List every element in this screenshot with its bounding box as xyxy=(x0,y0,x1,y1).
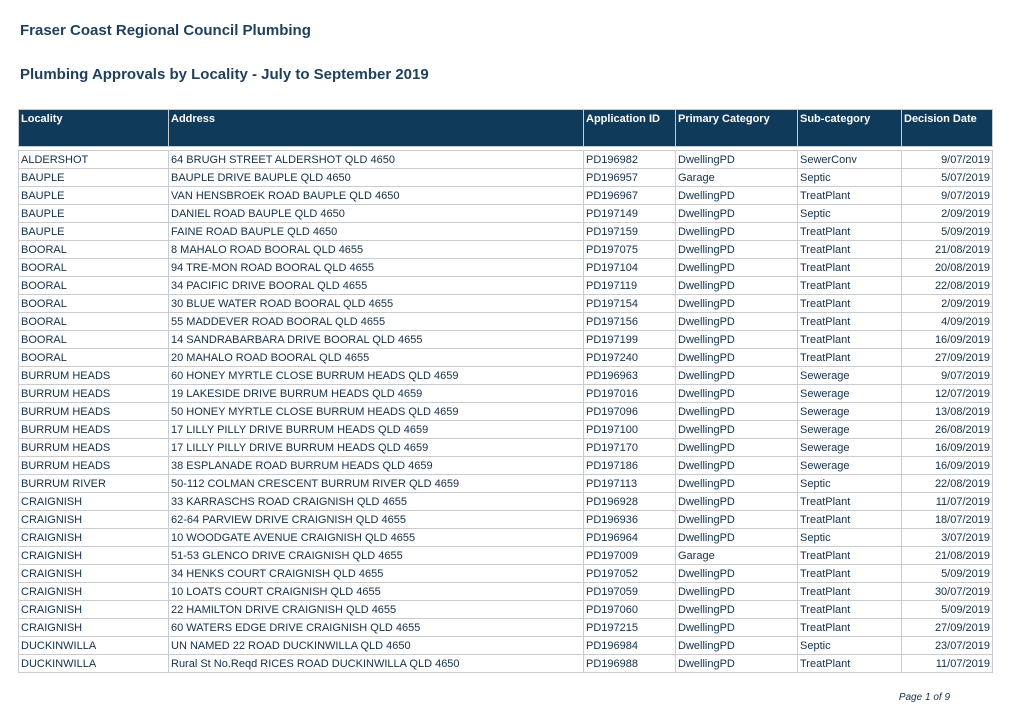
cell-decision-date: 12/07/2019 xyxy=(902,385,993,403)
table-row xyxy=(19,151,993,169)
cell-locality: BAUPLE xyxy=(19,187,169,205)
cell-address: 34 HENKS COURT CRAIGNISH QLD 4655 xyxy=(169,565,584,583)
cell-decision-date: 26/08/2019 xyxy=(902,421,993,439)
table-row xyxy=(19,475,993,493)
cell-address: 50 HONEY MYRTLE CLOSE BURRUM HEADS QLD 4659 xyxy=(169,403,584,421)
cell-sub-category: TreatPlant xyxy=(798,313,902,331)
cell-sub-category: TreatPlant xyxy=(798,619,902,637)
cell-locality: BURRUM HEADS xyxy=(19,421,169,439)
cell-locality: BAUPLE xyxy=(19,169,169,187)
cell-primary-category: DwellingPD xyxy=(676,529,798,547)
cell-address: 17 LILLY PILLY DRIVE BURRUM HEADS QLD 4659 xyxy=(169,421,584,439)
cell-decision-date: 2/09/2019 xyxy=(902,205,993,223)
page-label: Page xyxy=(898,692,923,703)
column-header-address: Address xyxy=(169,110,584,147)
cell-decision-date: 27/09/2019 xyxy=(902,619,993,637)
cell-sub-category: TreatPlant xyxy=(798,565,902,583)
table-header-row xyxy=(19,110,993,147)
table-row xyxy=(19,385,993,403)
cell-locality: BAUPLE xyxy=(19,205,169,223)
cell-locality: DUCKINWILLA xyxy=(19,637,169,655)
cell-sub-category: Sewerage xyxy=(798,403,902,421)
cell-address: 34 PACIFIC DRIVE BOORAL QLD 4655 xyxy=(169,277,584,295)
table-row xyxy=(19,295,993,313)
cell-primary-category: DwellingPD xyxy=(676,187,798,205)
cell-application-id: PD197149 xyxy=(584,205,676,223)
cell-sub-category: Septic xyxy=(798,169,902,187)
cell-sub-category: TreatPlant xyxy=(798,259,902,277)
cell-locality: CRAIGNISH xyxy=(19,601,169,619)
cell-primary-category: DwellingPD xyxy=(676,637,798,655)
cell-primary-category: DwellingPD xyxy=(676,367,798,385)
cell-application-id: PD197156 xyxy=(584,313,676,331)
cell-application-id: PD197075 xyxy=(584,241,676,259)
column-header-locality: Locality xyxy=(19,110,169,147)
table-row xyxy=(19,565,993,583)
cell-application-id: PD197060 xyxy=(584,601,676,619)
table-row xyxy=(19,493,993,511)
cell-address: 60 HONEY MYRTLE CLOSE BURRUM HEADS QLD 4659 xyxy=(169,367,584,385)
cell-sub-category: Septic xyxy=(798,475,902,493)
table-row xyxy=(19,439,993,457)
cell-locality: CRAIGNISH xyxy=(19,583,169,601)
table-row xyxy=(19,547,993,565)
cell-application-id: PD197009 xyxy=(584,547,676,565)
cell-application-id: PD196963 xyxy=(584,367,676,385)
cell-primary-category: DwellingPD xyxy=(676,241,798,259)
table-row xyxy=(19,277,993,295)
cell-address: 38 ESPLANADE ROAD BURRUM HEADS QLD 4659 xyxy=(169,457,584,475)
cell-locality: BOORAL xyxy=(19,259,169,277)
page-title: Fraser Coast Regional Council Plumbing xyxy=(20,22,311,39)
cell-address: BAUPLE DRIVE BAUPLE QLD 4650 xyxy=(169,169,584,187)
cell-application-id: PD197096 xyxy=(584,403,676,421)
cell-sub-category: TreatPlant xyxy=(798,331,902,349)
cell-sub-category: Sewerage xyxy=(798,457,902,475)
cell-application-id: PD196928 xyxy=(584,493,676,511)
cell-sub-category: Septic xyxy=(798,205,902,223)
cell-address: 10 LOATS COURT CRAIGNISH QLD 4655 xyxy=(169,583,584,601)
cell-primary-category: DwellingPD xyxy=(676,205,798,223)
cell-decision-date: 16/09/2019 xyxy=(902,457,993,475)
table-row xyxy=(19,583,993,601)
cell-address: 51-53 GLENCO DRIVE CRAIGNISH QLD 4655 xyxy=(169,547,584,565)
cell-application-id: PD196982 xyxy=(584,151,676,169)
cell-decision-date: 21/08/2019 xyxy=(902,547,993,565)
cell-locality: BURRUM HEADS xyxy=(19,367,169,385)
table-row xyxy=(19,169,993,187)
cell-decision-date: 3/07/2019 xyxy=(902,529,993,547)
cell-address: 14 SANDRABARBARA DRIVE BOORAL QLD 4655 xyxy=(169,331,584,349)
cell-address: 10 WOODGATE AVENUE CRAIGNISH QLD 4655 xyxy=(169,529,584,547)
cell-locality: BURRUM HEADS xyxy=(19,439,169,457)
cell-locality: BOORAL xyxy=(19,313,169,331)
cell-sub-category: Sewerage xyxy=(798,385,902,403)
cell-application-id: PD197113 xyxy=(584,475,676,493)
cell-primary-category: DwellingPD xyxy=(676,313,798,331)
cell-primary-category: DwellingPD xyxy=(676,619,798,637)
cell-decision-date: 23/07/2019 xyxy=(902,637,993,655)
cell-primary-category: DwellingPD xyxy=(676,583,798,601)
cell-address: 94 TRE-MON ROAD BOORAL QLD 4655 xyxy=(169,259,584,277)
cell-sub-category: TreatPlant xyxy=(798,655,902,673)
cell-primary-category: DwellingPD xyxy=(676,457,798,475)
cell-locality: BOORAL xyxy=(19,277,169,295)
cell-address: 50-112 COLMAN CRESCENT BURRUM RIVER QLD 4659 xyxy=(169,475,584,493)
table-row xyxy=(19,619,993,637)
table-row xyxy=(19,601,993,619)
cell-application-id: PD196984 xyxy=(584,637,676,655)
cell-address: 55 MADDEVER ROAD BOORAL QLD 4655 xyxy=(169,313,584,331)
cell-application-id: PD197199 xyxy=(584,331,676,349)
cell-primary-category: DwellingPD xyxy=(676,295,798,313)
cell-locality: CRAIGNISH xyxy=(19,493,169,511)
cell-decision-date: 16/09/2019 xyxy=(902,439,993,457)
cell-decision-date: 4/09/2019 xyxy=(902,313,993,331)
cell-sub-category: TreatPlant xyxy=(798,601,902,619)
table-body xyxy=(19,147,993,673)
cell-address: 60 WATERS EDGE DRIVE CRAIGNISH QLD 4655 xyxy=(169,619,584,637)
cell-locality: BOORAL xyxy=(19,349,169,367)
cell-application-id: PD196957 xyxy=(584,169,676,187)
table-row xyxy=(19,241,993,259)
table-row xyxy=(19,349,993,367)
table-row xyxy=(19,331,993,349)
cell-decision-date: 16/09/2019 xyxy=(902,331,993,349)
cell-locality: CRAIGNISH xyxy=(19,619,169,637)
cell-application-id: PD197186 xyxy=(584,457,676,475)
cell-locality: CRAIGNISH xyxy=(19,511,169,529)
cell-sub-category: TreatPlant xyxy=(798,583,902,601)
cell-application-id: PD197170 xyxy=(584,439,676,457)
cell-decision-date: 27/09/2019 xyxy=(902,349,993,367)
cell-decision-date: 11/07/2019 xyxy=(902,493,993,511)
cell-address: 8 MAHALO ROAD BOORAL QLD 4655 xyxy=(169,241,584,259)
cell-application-id: PD197159 xyxy=(584,223,676,241)
cell-locality: BURRUM HEADS xyxy=(19,457,169,475)
cell-application-id: PD196967 xyxy=(584,187,676,205)
cell-locality: DUCKINWILLA xyxy=(19,655,169,673)
cell-address: VAN HENSBROEK ROAD BAUPLE QLD 4650 xyxy=(169,187,584,205)
cell-primary-category: DwellingPD xyxy=(676,511,798,529)
table-row xyxy=(19,511,993,529)
cell-application-id: PD197154 xyxy=(584,295,676,313)
cell-address: 17 LILLY PILLY DRIVE BURRUM HEADS QLD 4659 xyxy=(169,439,584,457)
cell-primary-category: DwellingPD xyxy=(676,403,798,421)
cell-sub-category: Sewerage xyxy=(798,421,902,439)
cell-locality: BOORAL xyxy=(19,295,169,313)
cell-primary-category: DwellingPD xyxy=(676,565,798,583)
cell-sub-category: TreatPlant xyxy=(798,277,902,295)
cell-application-id: PD197016 xyxy=(584,385,676,403)
cell-decision-date: 5/09/2019 xyxy=(902,223,993,241)
cell-sub-category: Septic xyxy=(798,637,902,655)
cell-primary-category: DwellingPD xyxy=(676,151,798,169)
cell-decision-date: 5/09/2019 xyxy=(902,601,993,619)
cell-decision-date: 9/07/2019 xyxy=(902,151,993,169)
cell-decision-date: 11/07/2019 xyxy=(902,655,993,673)
table-row xyxy=(19,313,993,331)
report-subtitle: Plumbing Approvals by Locality - July to September 2019 xyxy=(20,66,429,83)
cell-address: DANIEL ROAD BAUPLE QLD 4650 xyxy=(169,205,584,223)
table-row xyxy=(19,223,993,241)
cell-sub-category: TreatPlant xyxy=(798,295,902,313)
cell-sub-category: TreatPlant xyxy=(798,511,902,529)
cell-application-id: PD196936 xyxy=(584,511,676,529)
cell-primary-category: DwellingPD xyxy=(676,475,798,493)
cell-primary-category: DwellingPD xyxy=(676,421,798,439)
cell-decision-date: 21/08/2019 xyxy=(902,241,993,259)
cell-decision-date: 22/08/2019 xyxy=(902,277,993,295)
cell-address: 62-64 PARVIEW DRIVE CRAIGNISH QLD 4655 xyxy=(169,511,584,529)
cell-locality: BURRUM HEADS xyxy=(19,403,169,421)
cell-locality: BURRUM HEADS xyxy=(19,385,169,403)
table-row xyxy=(19,205,993,223)
cell-primary-category: DwellingPD xyxy=(676,277,798,295)
cell-primary-category: DwellingPD xyxy=(676,655,798,673)
cell-sub-category: TreatPlant xyxy=(798,187,902,205)
table-row xyxy=(19,187,993,205)
approvals-table xyxy=(18,109,993,673)
cell-decision-date: 5/07/2019 xyxy=(902,169,993,187)
cell-primary-category: Garage xyxy=(676,547,798,565)
cell-locality: BOORAL xyxy=(19,241,169,259)
column-header-primary-category: Primary Category xyxy=(676,110,798,147)
cell-sub-category: TreatPlant xyxy=(798,223,902,241)
cell-address: Rural St No.Reqd RICES ROAD DUCKINWILLA QLD 4650 xyxy=(169,655,584,673)
page-footer xyxy=(899,692,950,703)
cell-primary-category: DwellingPD xyxy=(676,349,798,367)
cell-primary-category: Garage xyxy=(676,169,798,187)
cell-sub-category: TreatPlant xyxy=(798,493,902,511)
of-label: of xyxy=(933,692,942,703)
cell-locality: BAUPLE xyxy=(19,223,169,241)
cell-locality: CRAIGNISH xyxy=(19,529,169,547)
cell-primary-category: DwellingPD xyxy=(676,331,798,349)
table-row xyxy=(19,529,993,547)
cell-decision-date: 22/08/2019 xyxy=(902,475,993,493)
table-row xyxy=(19,655,993,673)
cell-primary-category: DwellingPD xyxy=(676,223,798,241)
table-row xyxy=(19,457,993,475)
page-number: 1 xyxy=(924,692,931,703)
cell-locality: BURRUM RIVER xyxy=(19,475,169,493)
cell-sub-category: TreatPlant xyxy=(798,547,902,565)
cell-application-id: PD197059 xyxy=(584,583,676,601)
cell-primary-category: DwellingPD xyxy=(676,601,798,619)
cell-application-id: PD196964 xyxy=(584,529,676,547)
cell-decision-date: 9/07/2019 xyxy=(902,367,993,385)
cell-decision-date: 5/09/2019 xyxy=(902,565,993,583)
cell-sub-category: Septic xyxy=(798,529,902,547)
cell-locality: ALDERSHOT xyxy=(19,151,169,169)
cell-locality: CRAIGNISH xyxy=(19,565,169,583)
column-header-application-id: Application ID xyxy=(584,110,676,147)
cell-sub-category: SewerConv xyxy=(798,151,902,169)
table-row xyxy=(19,259,993,277)
cell-primary-category: DwellingPD xyxy=(676,439,798,457)
table-row xyxy=(19,637,993,655)
cell-decision-date: 20/08/2019 xyxy=(902,259,993,277)
cell-address: 30 BLUE WATER ROAD BOORAL QLD 4655 xyxy=(169,295,584,313)
cell-locality: CRAIGNISH xyxy=(19,547,169,565)
cell-primary-category: DwellingPD xyxy=(676,493,798,511)
cell-address: 33 KARRASCHS ROAD CRAIGNISH QLD 4655 xyxy=(169,493,584,511)
cell-application-id: PD197119 xyxy=(584,277,676,295)
cell-decision-date: 9/07/2019 xyxy=(902,187,993,205)
cell-address: 19 LAKESIDE DRIVE BURRUM HEADS QLD 4659 xyxy=(169,385,584,403)
column-header-decision-date: Decision Date xyxy=(902,110,993,147)
cell-sub-category: Sewerage xyxy=(798,367,902,385)
cell-sub-category: Sewerage xyxy=(798,439,902,457)
cell-sub-category: TreatPlant xyxy=(798,349,902,367)
cell-sub-category: TreatPlant xyxy=(798,241,902,259)
cell-address: 20 MAHALO ROAD BOORAL QLD 4655 xyxy=(169,349,584,367)
cell-decision-date: 2/09/2019 xyxy=(902,295,993,313)
cell-application-id: PD197052 xyxy=(584,565,676,583)
cell-decision-date: 18/07/2019 xyxy=(902,511,993,529)
column-header-sub-category: Sub-category xyxy=(798,110,902,147)
cell-address: UN NAMED 22 ROAD DUCKINWILLA QLD 4650 xyxy=(169,637,584,655)
cell-primary-category: DwellingPD xyxy=(676,259,798,277)
cell-primary-category: DwellingPD xyxy=(676,385,798,403)
cell-application-id: PD197240 xyxy=(584,349,676,367)
cell-address: FAINE ROAD BAUPLE QLD 4650 xyxy=(169,223,584,241)
cell-application-id: PD197100 xyxy=(584,421,676,439)
table-row xyxy=(19,367,993,385)
table-row xyxy=(19,421,993,439)
cell-application-id: PD197104 xyxy=(584,259,676,277)
cell-application-id: PD197215 xyxy=(584,619,676,637)
cell-address: 64 BRUGH STREET ALDERSHOT QLD 4650 xyxy=(169,151,584,169)
cell-decision-date: 30/07/2019 xyxy=(902,583,993,601)
cell-locality: BOORAL xyxy=(19,331,169,349)
cell-address: 22 HAMILTON DRIVE CRAIGNISH QLD 4655 xyxy=(169,601,584,619)
page-total: 9 xyxy=(944,692,950,703)
cell-decision-date: 13/08/2019 xyxy=(902,403,993,421)
table-row xyxy=(19,403,993,421)
cell-application-id: PD196988 xyxy=(584,655,676,673)
